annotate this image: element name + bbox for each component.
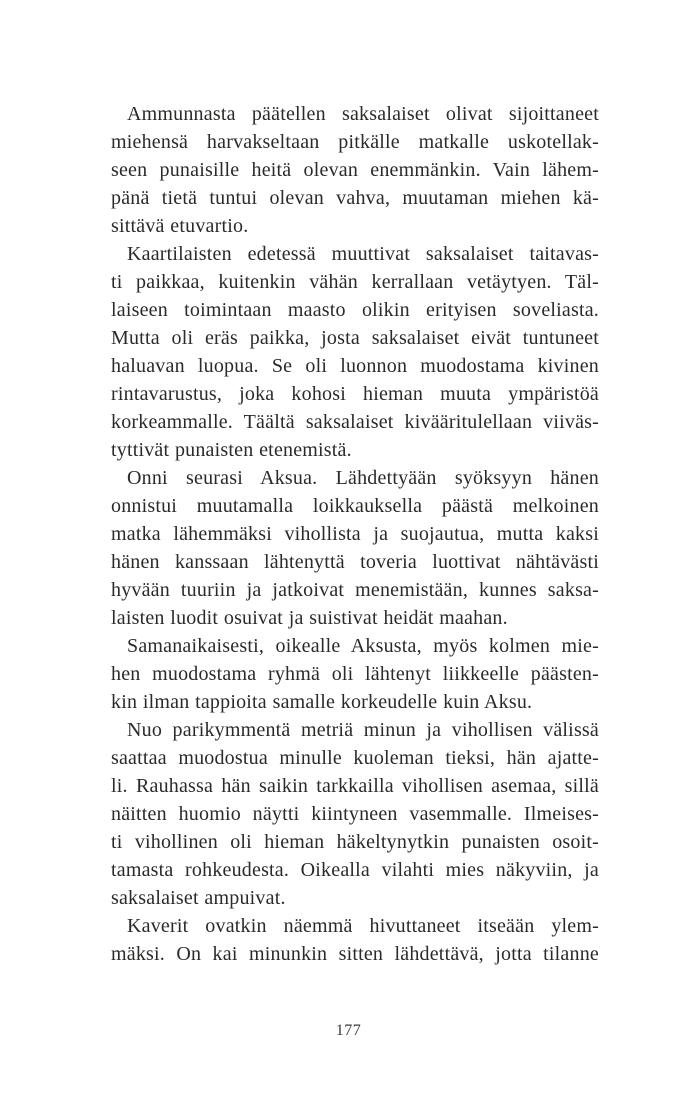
- text-line: Ammunnasta päätellen saksalaiset olivat sijoittaneet: [127, 103, 599, 125]
- page-number: 177: [335, 1022, 362, 1039]
- text-line: hyvään tuuriin ja jatkoivat menemistään, kunnes saksa-: [111, 579, 599, 601]
- text-line: tamasta rohkeudesta. Oikealla vilahti mies näkyviin, ja: [111, 859, 599, 881]
- text-line: ti vihollinen oli hieman häkeltynytkin punaisten osoit-: [111, 831, 599, 853]
- paragraph: [111, 240, 599, 464]
- text-line: matka lähemmäksi vihollista ja suojautua, mutta kaksi: [111, 523, 599, 545]
- text-line: saksalaiset ampuivat.: [111, 887, 286, 909]
- text-line: onnistui muutamalla loikkauksella päästä melkoinen: [111, 495, 599, 517]
- text-line: ti paikkaa, kuitenkin vähän kerrallaan vetäytyen. Täl-: [111, 271, 599, 293]
- text-line: kin ilman tappioita samalle korkeudelle kuin Aksu.: [111, 691, 533, 713]
- text-line: laiseen toimintaan maasto olikin erityisen soveliasta.: [111, 299, 599, 321]
- text-line: tyttivät punaisten etenemistä.: [111, 439, 352, 461]
- text-line: mäksi. On kai minunkin sitten lähdettävä, jotta tilanne: [111, 943, 599, 965]
- text-line: miehensä harvakseltaan pitkälle matkalle uskotellak-: [111, 131, 599, 153]
- body-text: [111, 100, 599, 968]
- paragraph: [111, 464, 599, 632]
- text-line: näitten huomio näytti kiintyneen vasemmalle. Ilmeises-: [111, 803, 599, 825]
- text-line: saattaa muodostua minulle kuoleman tieksi, hän ajatte-: [111, 747, 599, 769]
- paragraph: [111, 716, 599, 912]
- text-line: laisten luodit osuivat ja suistivat heidät maahan.: [111, 607, 508, 629]
- text-line: hänen kanssaan lähtenyttä toveria luottivat nähtävästi: [111, 551, 599, 573]
- paragraph: [111, 632, 599, 716]
- text-line: Nuo parikymmentä metriä minun ja vihollisen välissä: [127, 719, 599, 741]
- text-line: Mutta oli eräs paikka, josta saksalaiset eivät tuntuneet: [111, 327, 599, 349]
- text-line: haluavan luopua. Se oli luonnon muodostama kivinen: [111, 355, 599, 377]
- paragraph: [111, 100, 599, 240]
- text-line: li. Rauhassa hän saikin tarkkailla vihollisen asemaa, sillä: [111, 775, 599, 797]
- text-line: korkeammalle. Täältä saksalaiset kivääritulellaan viiväs-: [111, 411, 599, 433]
- text-line: sittävä etuvartio.: [111, 215, 249, 237]
- text-line: rintavarustus, joka kohosi hieman muuta ympäristöä: [111, 383, 599, 405]
- text-line: Kaartilaisten edetessä muuttivat saksalaiset taitavas-: [127, 243, 599, 265]
- paragraph: [111, 912, 599, 968]
- text-line: Samanaikaisesti, oikealle Aksusta, myös kolmen mie-: [127, 635, 599, 657]
- text-line: pänä tietä tuntui olevan vahva, muutaman miehen kä-: [111, 187, 599, 209]
- text-line: hen muodostama ryhmä oli lähtenyt liikkeelle päästen-: [111, 663, 599, 685]
- text-line: Onni seurasi Aksua. Lähdettyään syöksyyn hänen: [127, 467, 599, 489]
- text-line: seen punaisille heitä olevan enemmänkin. Vain lähem-: [111, 159, 599, 181]
- text-line: Kaverit ovatkin näemmä hivuttaneet itseään ylem-: [127, 915, 599, 937]
